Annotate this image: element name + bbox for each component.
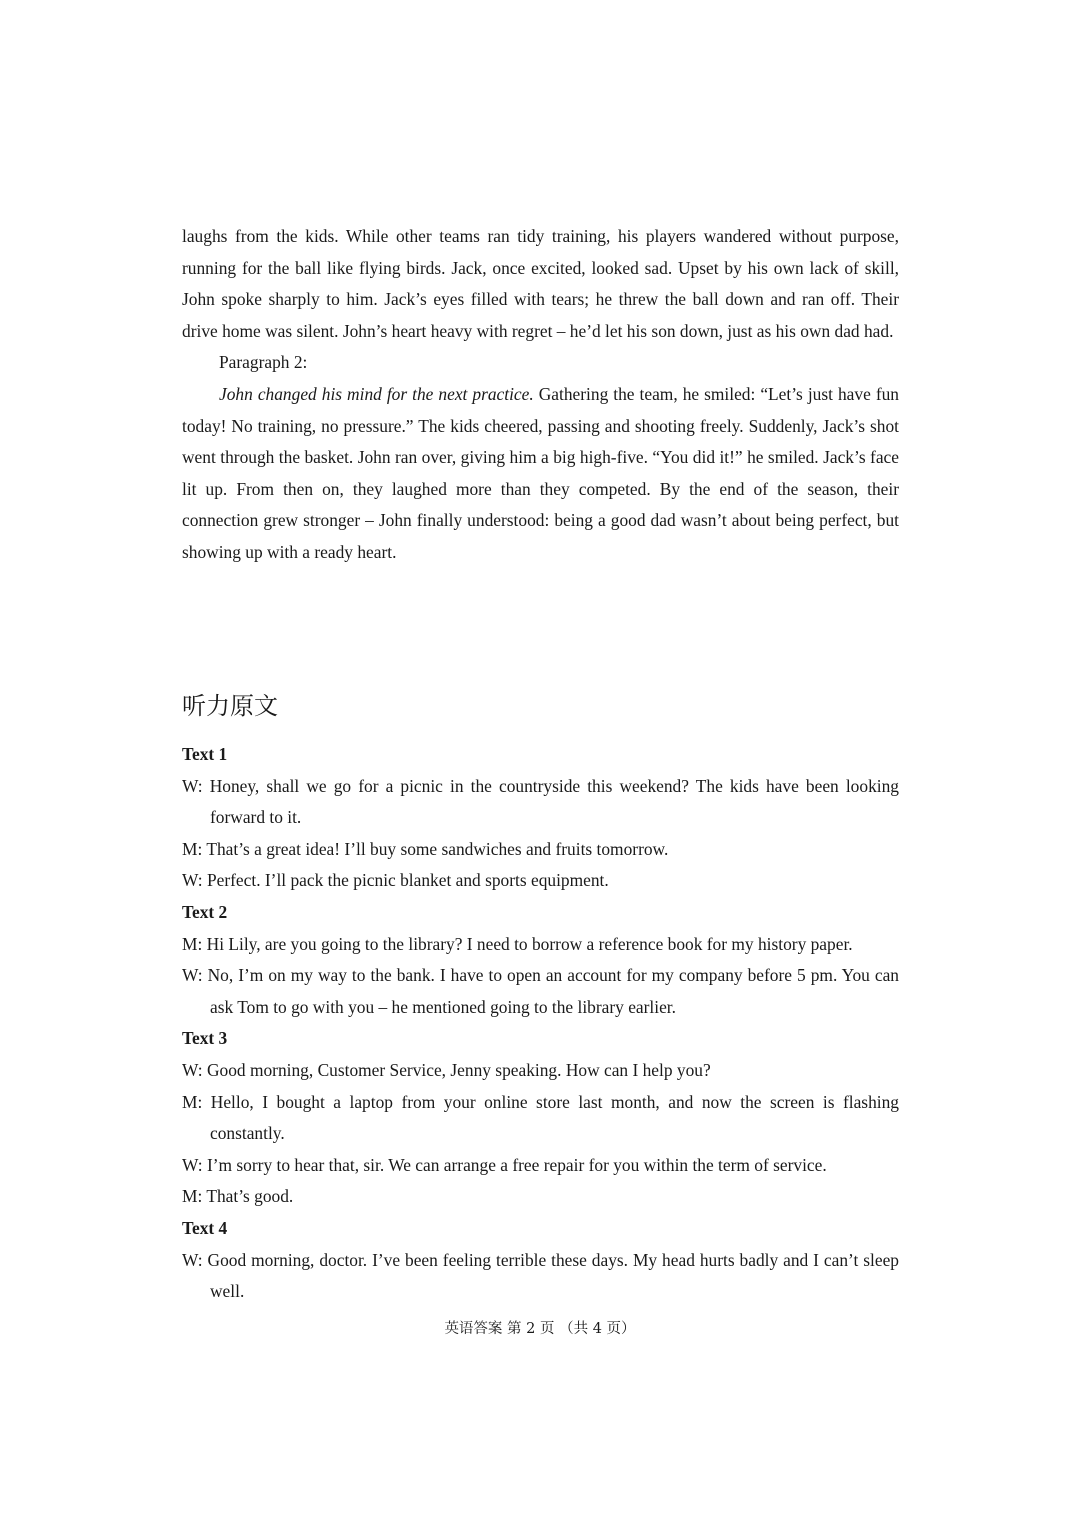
- dialogue-line: M: That’s good.: [182, 1186, 294, 1207]
- dialogue-line: M: Hello, I bought a laptop from your online store last month, and now the screen is flashing constantly.: [182, 1091, 899, 1144]
- answer-page: [182, 221, 899, 1302]
- text-4-heading: Text 4: [182, 1217, 228, 1238]
- paragraph-2-body: Gathering the team, he smiled: “Let’s just have fun today! No training, no pressure.” The kids cheered, passing and shooting freely. Suddenly, Jack’s shot went through the basket. John ran over, giving him a big high-five. “You did it!” he smiled. Jack’s face lit up. From then on, they laughed more than they competed. By the end of the season, their connection grew stronger – John finally understood: being a good dad wasn’t about being perfect, but showing up with a ready heart.: [182, 383, 899, 562]
- page-footer: 英语答案 第 2 页 （共 4 页）: [444, 1321, 636, 1337]
- dialogue-line: M: That’s a great idea! I’ll buy some sandwiches and fruits tomorrow.: [182, 838, 669, 859]
- paragraph-2-label: Paragraph 2:: [219, 352, 308, 373]
- dialogue-line: W: Good morning, doctor. I’ve been feeling terrible these days. My head hurts badly and I can’t sleep well.: [182, 1249, 899, 1302]
- dialogue-line: W: Good morning, Customer Service, Jenny speaking. How can I help you?: [182, 1059, 711, 1080]
- listening-transcripts: [182, 739, 899, 1308]
- text-3-heading: Text 3: [182, 1028, 228, 1049]
- dialogue-line: W: No, I’m on my way to the bank. I have to open an account for my company before 5 pm. You can ask Tom to go with you – he mentioned going to the library earlier.: [182, 965, 899, 1017]
- listening-section-heading: 听力原文: [182, 692, 278, 720]
- dialogue-line: W: Perfect. I’ll pack the picnic blanket and sports equipment.: [182, 870, 609, 891]
- paragraph-2-lead-in: John changed his mind for the next practice.: [219, 383, 534, 404]
- text-1-heading: Text 1: [182, 744, 228, 764]
- text-2-heading: Text 2: [182, 901, 228, 922]
- dialogue-line: W: Honey, shall we go for a picnic in the countryside this weekend? The kids have been looking forward to it.: [182, 775, 899, 828]
- dialogue-line: W: I’m sorry to hear that, sir. We can arrange a free repair for you within the term of service.: [182, 1154, 827, 1175]
- story-paragraph-2: [182, 379, 899, 569]
- dialogue-line: M: Hi Lily, are you going to the library? I need to borrow a reference book for my history paper.: [182, 933, 853, 954]
- story-paragraph-1-continued: laughs from the kids. While other teams ran tidy training, his players wandered without purpose, running for the ball like flying birds. Jack, once excited, looked sad. Upset by his own lack of skill, John spoke sharply to him. Jack’s eyes filled with tears; he threw the ball down and ran off. Their drive home was silent. John’s heart heavy with regret – he’d let his son down, just as his own dad had.: [182, 226, 899, 341]
